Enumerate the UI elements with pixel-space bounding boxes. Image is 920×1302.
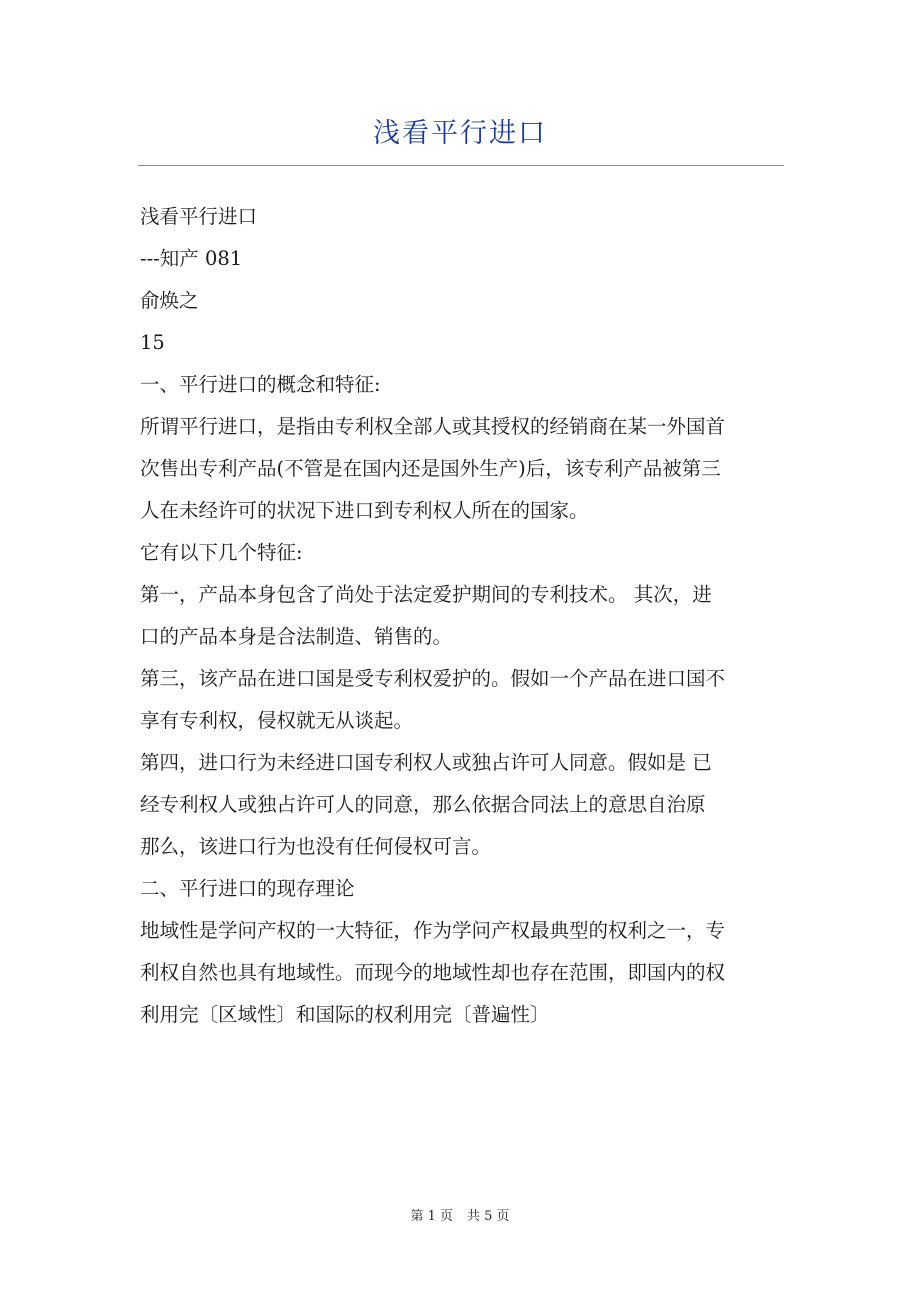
- paragraph-line: 第三，该产品在进口国是受专利权爱护的。假如一个产品在进口国不: [140, 667, 726, 690]
- paragraph-line: 第一，产品本身包含了尚处于法定爱护期间的专利技术。 其次，进: [140, 583, 712, 606]
- paragraph-line: 口的产品本身是合法制造、销售的。: [140, 625, 453, 648]
- article-title-line: 浅看平行进口: [140, 205, 258, 228]
- feature-1-paragraph: [140, 574, 784, 658]
- document-title: 浅看平行进口: [373, 118, 547, 149]
- section-heading-1: 一、平行进口的概念和特征:: [140, 373, 381, 396]
- paragraph-line: 第四，进口行为未经进口国专利权人或独占许可人同意。假如是 已: [140, 751, 712, 774]
- features-intro: 它有以下几个特征:: [140, 541, 303, 564]
- page-number: 第 1 页: [410, 1209, 453, 1224]
- paragraph-line: 利用完〔区域性〕和国际的权利用完〔普遍性〕: [140, 1003, 550, 1026]
- page-total: 共 5 页: [467, 1209, 510, 1224]
- paragraph-line: 人在未经许可的状况下进口到专利权人所在的国家。: [140, 499, 589, 522]
- paragraph-line: 经专利权人或独占许可人的同意，那么依据合同法上的意思自治原: [140, 793, 706, 816]
- section-heading-2: 二、平行进口的现存理论: [140, 877, 355, 900]
- class-line: ---知产 081: [140, 247, 243, 270]
- territoriality-paragraph: [140, 910, 784, 1036]
- paragraph-line: 所谓平行进口，是指由专利权全部人或其授权的经销商在某一外国首: [140, 415, 726, 438]
- definition-paragraph: [140, 406, 784, 532]
- paragraph-line: 那么，该进口行为也没有任何侵权可言。: [140, 835, 492, 858]
- page-footer: [0, 1208, 920, 1226]
- page-header: [0, 112, 920, 156]
- paragraph-line: 次售出专利产品(不管是在国内还是国外生产)后，该专利产品被第三: [140, 457, 721, 480]
- document-body: [140, 196, 784, 1036]
- author-line: 俞焕之: [140, 289, 199, 312]
- title-divider: [138, 165, 784, 166]
- number-line: 15: [140, 331, 165, 354]
- paragraph-line: 享有专利权，侵权就无从谈起。: [140, 709, 414, 732]
- paragraph-line: 利权自然也具有地域性。而现今的地域性却也存在范围，即国内的权: [140, 961, 726, 984]
- feature-4-paragraph: [140, 742, 784, 868]
- paragraph-line: 地域性是学问产权的一大特征，作为学问产权最典型的权利之一，专: [140, 919, 726, 942]
- feature-3-paragraph: [140, 658, 784, 742]
